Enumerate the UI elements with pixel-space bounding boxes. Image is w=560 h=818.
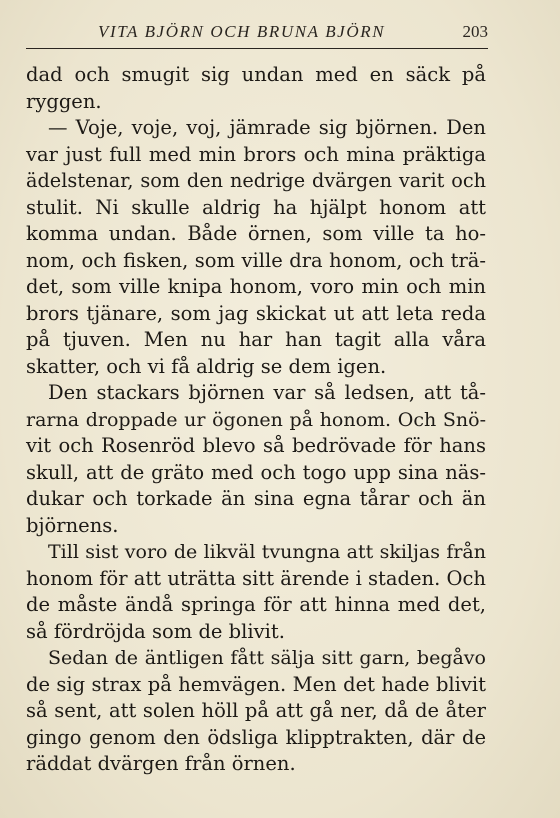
text-line: räddat dvärgen från örnen. bbox=[26, 752, 296, 775]
text-line: gingo genom den ödsliga klipptrakten, där de bbox=[26, 725, 486, 749]
text-line: brors tjänare, som jag skickat ut att leta reda bbox=[26, 301, 486, 325]
text-line: rarna droppade ur ögonen på honom. Och Snö- bbox=[26, 408, 486, 431]
text-line: stulit. Ni skulle aldrig ha hjälpt honom att bbox=[26, 195, 486, 219]
text-line: de måste ändå springa för att hinna med det, bbox=[26, 593, 486, 616]
text-line: vit och Rosenröd blevo så bedrövade för hans bbox=[26, 434, 486, 457]
running-title: VITA BJÖRN OCH BRUNA BJÖRN bbox=[98, 22, 386, 41]
text-line: björnens. bbox=[26, 513, 119, 537]
text-line: så sent, att solen höll på att gå ner, då de åter bbox=[26, 699, 486, 722]
text-line: — Voje, voje, voj, jämrade sig björnen. Den bbox=[48, 116, 486, 139]
page-header bbox=[26, 18, 488, 49]
page-number: 203 bbox=[462, 22, 488, 41]
text-line: ryggen. bbox=[26, 89, 102, 113]
text-line: var just full med min brors och mina präktiga bbox=[26, 142, 486, 166]
text-line: på tjuven. Men nu har han tagit alla våra bbox=[26, 328, 486, 351]
text-line: dukar och torkade än sina egna tårar och än bbox=[26, 487, 486, 510]
text-line: de sig strax på hemvägen. Men det hade blivit bbox=[26, 672, 486, 696]
text-line: Den stackars björnen var så ledsen, att tå- bbox=[48, 381, 486, 404]
body-text bbox=[26, 62, 486, 778]
text-line: skull, att de gräto med och togo upp sina näs- bbox=[26, 460, 486, 484]
text-line: Sedan de äntligen fått sälja sitt garn, begåvo bbox=[48, 647, 486, 669]
text-line: honom för att uträtta sitt ärende i staden. Och bbox=[26, 566, 486, 590]
text-line: komma undan. Både örnen, som ville ta ho- bbox=[26, 222, 486, 245]
text-line: Till sist voro de likväl tvungna att skiljas från bbox=[48, 541, 486, 563]
text-line: skatter, och vi få aldrig se dem igen. bbox=[26, 354, 387, 378]
text-line: dad och smugit sig undan med en säck på bbox=[26, 63, 486, 86]
text-line: ädelstenar, som den nedrige dvärgen varit och bbox=[26, 169, 486, 192]
text-line: så fördröjda som de blivit. bbox=[26, 619, 285, 643]
text-line: det, som ville knipa honom, voro min och min bbox=[26, 275, 486, 298]
text-line: nom, och fisken, som ville dra honom, och trä- bbox=[26, 248, 486, 272]
